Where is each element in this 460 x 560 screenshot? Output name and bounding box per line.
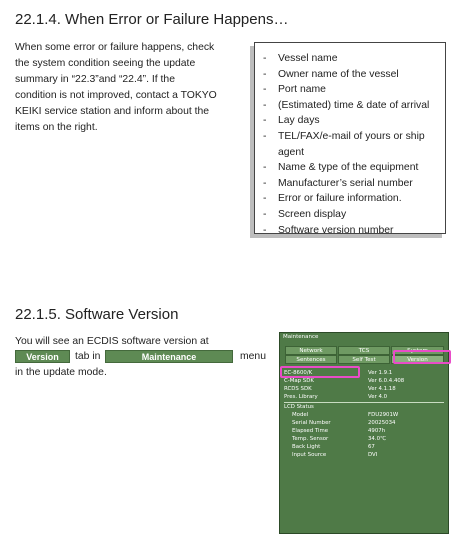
lcd-status-title: LCD Status [284, 404, 314, 410]
lcd-label-input-source: Input Source [292, 452, 327, 458]
lcd-value-model: FDU2901W [368, 412, 399, 418]
tab-sentences[interactable]: Sentences [285, 355, 337, 364]
bullet-dash: - [263, 115, 267, 127]
bullet-dash: - [263, 224, 267, 236]
lcd-value-input-source: DVI [368, 452, 378, 458]
version-value-rcds: Ver 4.1.18 [368, 386, 396, 392]
paragraph-line: condition is not improved, contact a TOKYO [15, 90, 217, 101]
section-heading-software-version: 22.1.5. Software Version [15, 306, 179, 323]
list-item: - Software version number [263, 223, 439, 239]
paragraph-line: When some error or failure happens, check [15, 42, 215, 53]
lcd-value-serial: 20025034 [368, 420, 396, 426]
panel-title: Maintenance [283, 334, 319, 340]
list-item: - Lay days [263, 113, 439, 129]
bullet-dash: - [263, 84, 267, 96]
list-item: - Manufacturer’s serial number [263, 176, 439, 192]
tab-system[interactable]: System [391, 346, 444, 355]
software-version-line1: You will see an ECDIS software version at [15, 336, 209, 347]
lcd-value-elapsed: 4907h [368, 428, 386, 434]
list-item: - Vessel name [263, 51, 439, 67]
tab-network[interactable]: Network [285, 346, 337, 355]
bullet-dash: - [263, 193, 267, 205]
version-tab-button[interactable]: Version [15, 350, 70, 363]
error-paragraph [15, 40, 247, 136]
maintenance-menu-button[interactable]: Maintenance [105, 350, 233, 363]
version-value-pres-library: Ver 4.0 [368, 394, 388, 400]
bullet-dash: - [263, 177, 267, 189]
information-list-box [254, 42, 446, 234]
list-item: - Owner name of the vessel [263, 67, 439, 83]
bullet-dash: - [263, 162, 267, 174]
tab-version[interactable]: Version [391, 355, 444, 364]
bullet-dash: - [263, 53, 267, 64]
version-label-ec8600: EC-8600/K [284, 370, 313, 376]
lcd-value-backlight: 67 [368, 444, 375, 450]
bullet-dash: - [263, 208, 267, 220]
list-item: - Error or failure information. [263, 191, 439, 207]
list-item-continuation: agent [278, 146, 305, 158]
tab-tcs[interactable]: TCS [338, 346, 390, 355]
software-version-line3: in the update mode. [15, 367, 107, 378]
lcd-label-backlight: Back Light [292, 444, 321, 450]
paragraph-line: the system condition seeing the update [15, 58, 196, 69]
version-label-cmap: C-Map SDK [284, 378, 314, 384]
bullet-dash: - [263, 130, 267, 142]
section-heading-error: 22.1.4. When Error or Failure Happens… [15, 11, 289, 28]
paragraph-line: KEIKI service station and inform about the [15, 106, 210, 117]
software-version-highlight [280, 366, 360, 378]
version-label-pres-library: Pres. Library [284, 394, 318, 400]
bullet-dash: - [263, 99, 267, 111]
information-list [255, 43, 445, 238]
tab-in-text: tab in [75, 351, 101, 362]
paragraph-line: summary in “22.3”and “22.4”. If the [15, 74, 175, 85]
list-item: - Name & type of the equipment [263, 160, 439, 176]
version-value-cmap: Ver 6.0.4.408 [368, 378, 405, 384]
bullet-dash: - [263, 68, 267, 80]
version-tab-highlight [393, 350, 451, 364]
lcd-label-serial: Serial Number [292, 420, 331, 426]
list-item: - Port name [263, 82, 439, 98]
paragraph-line: items on the right. [15, 122, 98, 133]
version-label-rcds: RCDS SDK [284, 386, 312, 392]
list-item: - (Estimated) time & date of arrival [263, 98, 439, 114]
list-item: - TEL/FAX/e-mail of yours or ship [263, 129, 439, 145]
list-item: - Screen display [263, 207, 439, 223]
lcd-label-elapsed: Elapsed Time [292, 428, 329, 434]
panel-divider [284, 402, 444, 403]
lcd-value-temp: 34.0℃ [368, 436, 387, 442]
tab-self-test[interactable]: Self Test [338, 355, 390, 364]
version-value-ec8600: Ver 1.9.1 [368, 370, 393, 376]
lcd-label-model: Model [292, 412, 309, 418]
menu-text: menu [240, 351, 266, 362]
lcd-label-temp: Temp. Sensor [292, 436, 329, 442]
